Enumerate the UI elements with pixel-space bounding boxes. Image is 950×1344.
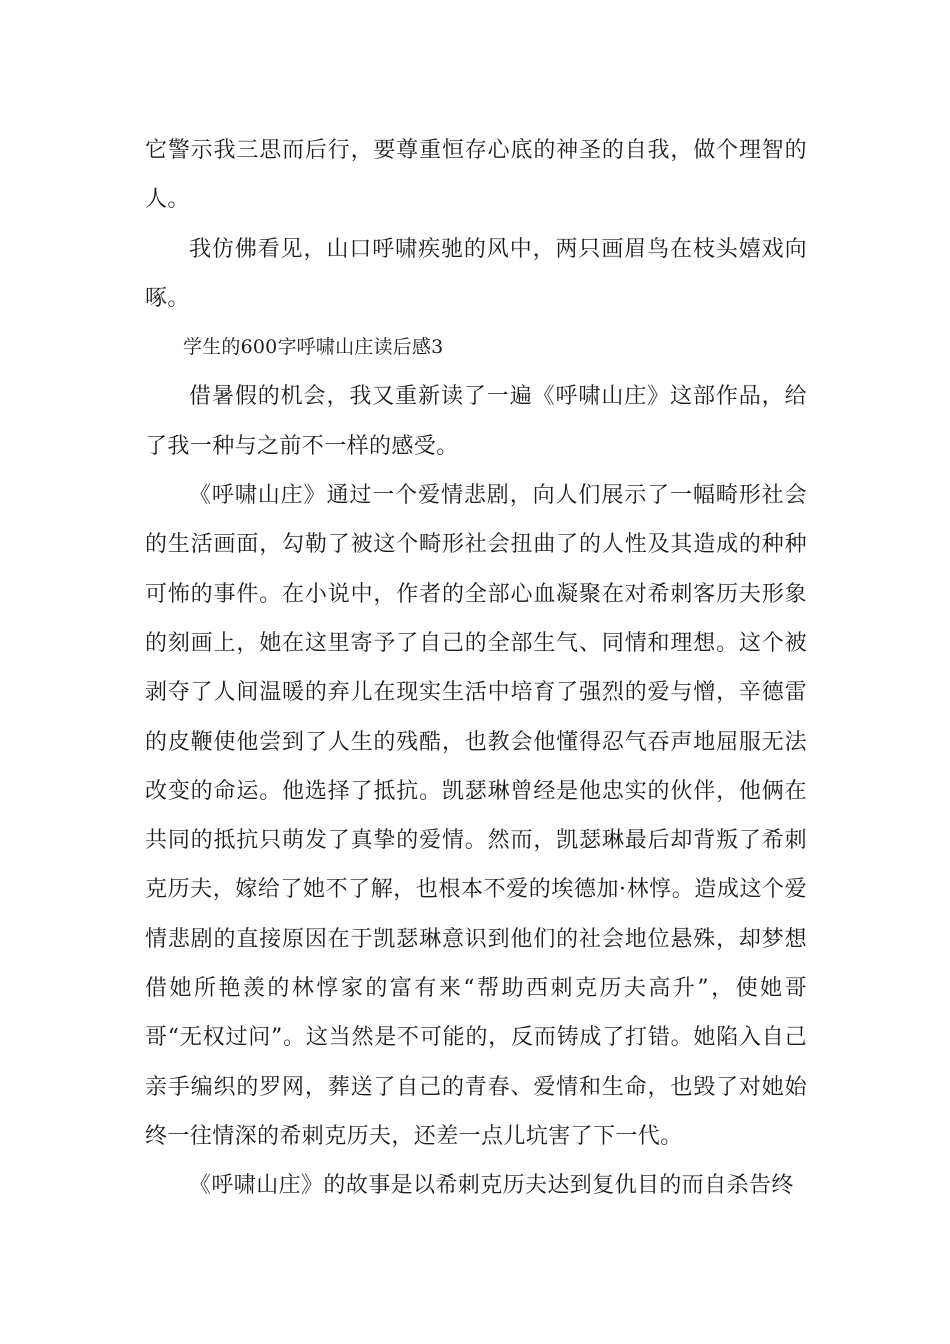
paragraph-intro: 借暑假的机会，我又重新读了一遍《呼啸山庄》这部作品，给了我一种与之前不一样的感受。 — [145, 384, 807, 459]
paragraph-ending: 《呼啸山庄》的故事是以希刺克历夫达到复仇目的而自杀告终 — [189, 1173, 794, 1199]
paragraph-analysis: 《呼啸山庄》通过一个爱情悲剧，向人们展示了一幅畸形社会的生活画面，勾勒了被这个畸形社会扭曲了的人性及其造成的种种可怖的事件。在小说中，作者的全部心血凝聚在对希刺客历夫形象的刻画上，她在这里寄予了自己的全部生气、同情和理想。这个被剥夺了人间温暖的弃儿在现实生活中培育了强烈的爱与憎，辛德雷的皮鞭使他尝到了人生的残酷，也教会他懂得忍气吞声地屈服无法改变的命运。他选择了抵抗。凯瑟琳曾经是他忠实的伙伴，他俩在共同的抵抗只萌发了真挚的爱情。然而，凯瑟琳最后却背叛了希刺克历夫，嫁给了她不了解，也根本不爱的埃德加·林惇。造成这个爱情悲剧的直接原因在于凯瑟琳意识到他们的社会地位悬殊，却梦想借她所艳羡的林惇家的富有来“帮助西刺克历夫高升”，使她哥哥“无权过问”。这当然是不可能的，反而铸成了打错。她陷入自己亲手编织的罗网，葬送了自己的青春、爱情和生命，也毁了对她始终一往情深的希刺克历夫，还差一点儿坑害了下一代。 — [145, 483, 807, 1149]
paragraph-thrushes: 我仿佛看见，山口呼啸疾驰的风中，两只画眉鸟在枝头嬉戏向啄。 — [145, 236, 807, 311]
document-page — [145, 126, 807, 1211]
paragraph-continued: 它警示我三思而后行，要尊重恒存心底的神圣的自我，做个理智的人。 — [145, 138, 807, 213]
section-heading: 学生的600字呼啸山庄读后感3 — [183, 336, 444, 359]
